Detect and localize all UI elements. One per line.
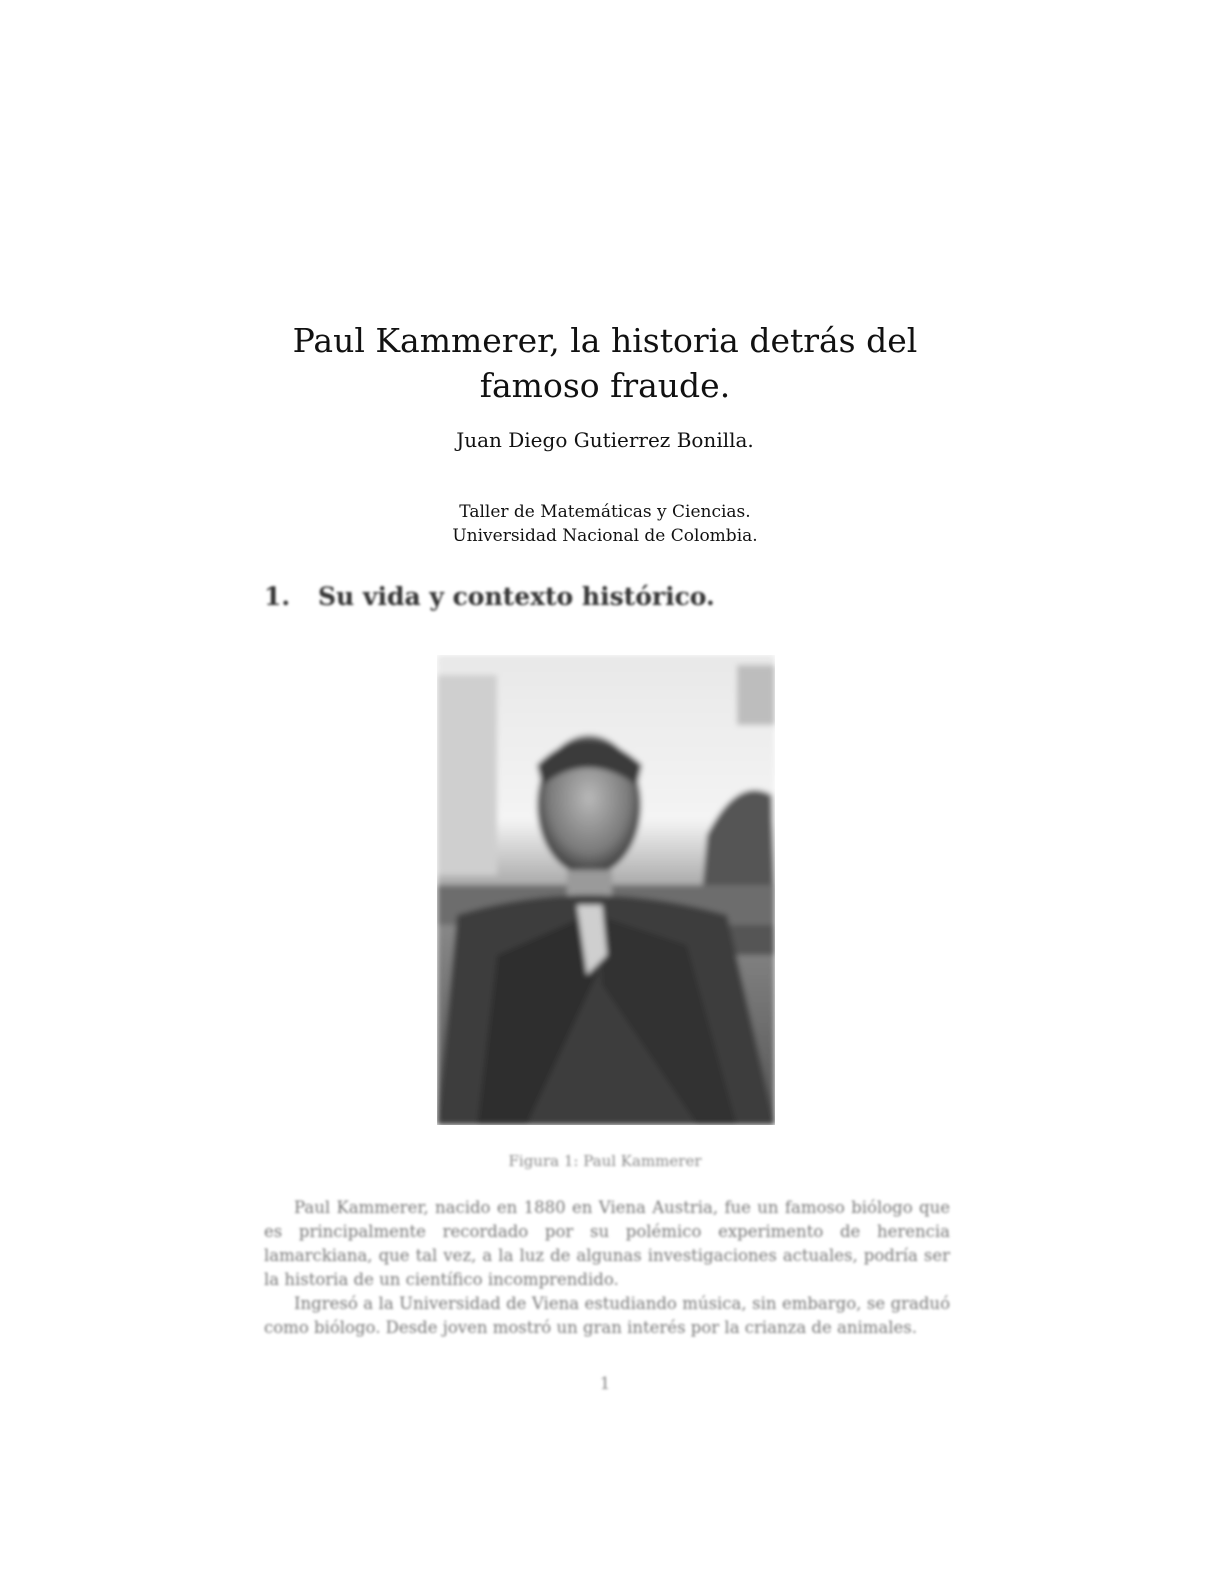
body-text: [264, 1196, 950, 1340]
section-heading: [264, 582, 715, 611]
section-number: 1.: [264, 582, 291, 611]
affiliation: [262, 500, 948, 548]
figure-caption: Figura 1: Paul Kammerer: [508, 1152, 702, 1170]
paragraph: Ingresó a la Universidad de Viena estudiando música, sin embargo, se graduó como biólogo. Desde joven mostró un gran interés por la crianza de animales.: [264, 1294, 950, 1337]
author-name: Juan Diego Gutierrez Bonilla.: [456, 428, 754, 452]
affiliation-line-2: Universidad Nacional de Colombia.: [452, 526, 758, 546]
paragraph: Paul Kammerer, nacido en 1880 en Viena Austria, fue un famoso biólogo que es principalmente recordado por su polémico experimento de herencia lamarckiana, que tal vez, a la luz de algunas investigaciones actuales, podría ser la historia de un científico incomprendido.: [264, 1198, 950, 1289]
portrait-image: [437, 655, 775, 1125]
section-title: Su vida y contexto histórico.: [318, 582, 715, 611]
portrait-photo: [437, 655, 775, 1125]
affiliation-line-1: Taller de Matemáticas y Ciencias.: [459, 502, 751, 522]
page-number: 1: [599, 1374, 611, 1394]
paper-title: Paul Kammerer, la historia detrás del famoso fraude.: [292, 321, 918, 405]
